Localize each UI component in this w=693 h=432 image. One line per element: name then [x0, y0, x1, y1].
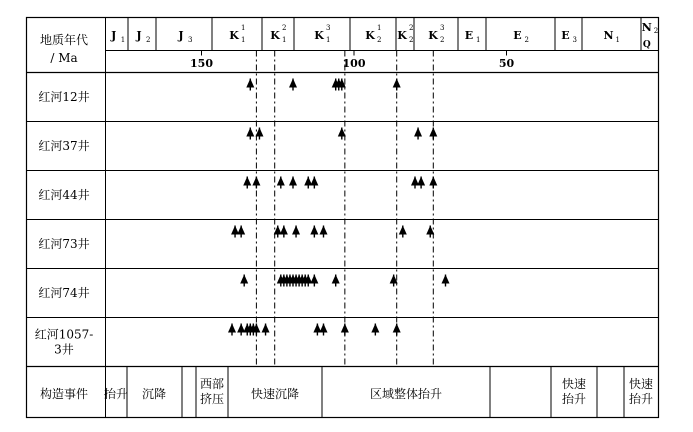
period-subscript: 1	[241, 36, 246, 44]
header-label-unit: / Ma	[50, 51, 78, 65]
period-subscript: 2	[377, 36, 382, 44]
period-subscript: 3	[188, 36, 193, 44]
boundary-lines	[256, 51, 433, 367]
period-superscript: 3	[440, 24, 445, 32]
events-label: 构造事件	[39, 387, 89, 401]
period-label: K	[428, 29, 438, 42]
period-superscript: 3	[326, 24, 331, 32]
age-tick-label: 50	[498, 57, 515, 70]
period-subscript: 1	[476, 36, 481, 44]
well-name: 红河1057-	[34, 327, 94, 342]
period-label: J	[178, 29, 184, 42]
period-subscript: 2	[653, 27, 659, 35]
table-frame	[27, 18, 659, 418]
well-name: 红河12井	[38, 90, 90, 104]
tectonic-events-row	[27, 367, 659, 418]
period-superscript: 1	[241, 24, 246, 32]
period-label: J	[136, 29, 142, 42]
period-subscript: 3	[572, 36, 577, 44]
period-subscript: 2	[146, 36, 151, 44]
period-subscript: 2	[440, 36, 445, 44]
event-arrows	[232, 79, 446, 336]
period-superscript: 2	[409, 24, 414, 32]
event-cell-text: 快速	[628, 377, 654, 391]
period-subscript: 2	[524, 36, 529, 44]
event-cell-text: 西部	[199, 377, 225, 391]
period-label: E	[464, 29, 474, 42]
period-subscript: 1	[282, 36, 287, 44]
period-label: K	[270, 29, 280, 42]
event-cell-text: 区域整体抬升	[369, 387, 443, 401]
event-cell-text: 沉降	[141, 387, 167, 401]
period-extra: Q	[642, 40, 651, 50]
well-name: 红河74井	[38, 286, 90, 300]
period-header-row	[27, 18, 659, 418]
well-name: 3井	[54, 342, 74, 357]
period-label: K	[229, 29, 239, 42]
well-name: 红河37井	[38, 139, 90, 153]
period-label: N	[603, 29, 614, 42]
event-cell-text: 抬升	[628, 392, 654, 406]
period-label: K	[314, 29, 324, 42]
period-label: K	[365, 29, 375, 42]
event-cell-text: 快速沉降	[250, 387, 300, 401]
period-subscript: 2	[409, 36, 414, 44]
age-tick-label: 100	[342, 57, 366, 70]
period-label: E	[561, 29, 570, 42]
well-name: 红河44井	[38, 188, 90, 202]
age-tick-label: 150	[190, 57, 213, 70]
period-superscript: 1	[377, 24, 382, 32]
period-label: J	[111, 29, 117, 42]
period-label: N	[641, 21, 652, 34]
period-subscript: 1	[326, 36, 331, 44]
event-cell-text: 抬升	[103, 387, 129, 401]
period-superscript: 2	[282, 24, 287, 32]
period-subscript: 1	[120, 36, 126, 44]
period-label: K	[397, 29, 407, 42]
period-label: E	[513, 29, 522, 42]
header-label-era: 地质年代	[39, 33, 89, 47]
event-cell-text: 挤压	[199, 392, 225, 406]
event-cell-text: 快速	[561, 377, 587, 391]
event-cell-text: 抬升	[561, 392, 587, 406]
age-scale-row	[190, 51, 514, 71]
period-subscript: 1	[615, 36, 620, 44]
well-name: 红河73井	[38, 237, 90, 251]
